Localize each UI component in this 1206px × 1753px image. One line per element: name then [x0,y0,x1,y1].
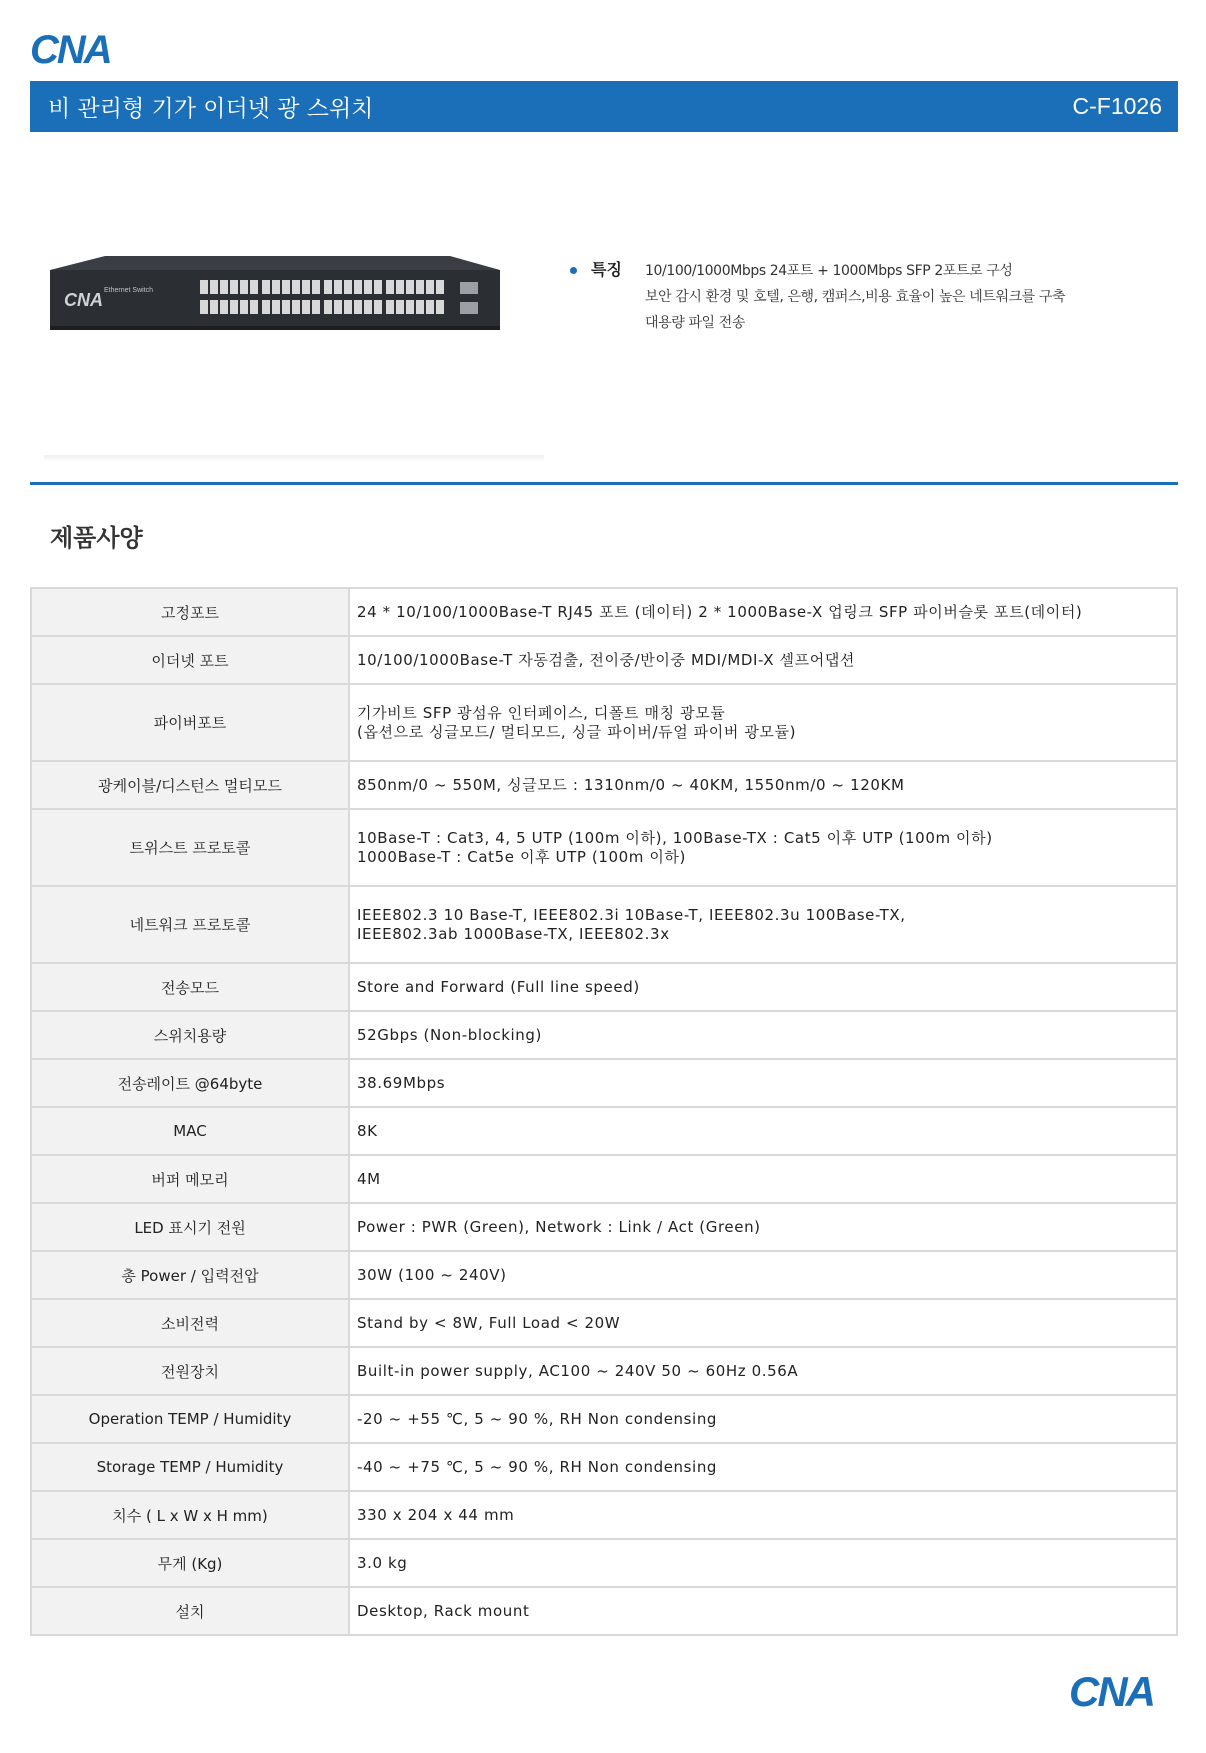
rj45-port [262,280,270,294]
spec-row [31,1395,1177,1443]
spec-value [349,1347,1177,1395]
rj45-port [324,300,332,314]
rj45-port [334,280,342,294]
rj45-port [354,300,362,314]
rj45-port [416,280,424,294]
rj45-port [426,280,434,294]
rj45-port [312,280,320,294]
spec-key: 네트워크 프로토콜 [31,886,349,963]
rj45-port [272,280,280,294]
rj45-port [386,280,394,294]
spec-value [349,1443,1177,1491]
rj45-port [312,300,320,314]
spec-value [349,1107,1177,1155]
spec-key: 고정포트 [31,588,349,636]
rj45-port [302,300,310,314]
spec-value [349,1587,1177,1635]
spec-value [349,886,1177,963]
rj45-port [364,280,372,294]
spec-value [349,1203,1177,1251]
title-bar [30,81,1178,132]
rj45-port [220,300,228,314]
spec-value-line: 10/100/1000Base-T 자동검출, 전이중/반이중 MDI/MDI-X 셀프어댑션 [357,650,855,669]
spec-key: 스위치용량 [31,1011,349,1059]
spec-value-line: 8K [357,1121,378,1140]
rj45-port [416,300,424,314]
spec-value-line: IEEE802.3ab 1000Base-TX, IEEE802.3x [357,924,670,943]
rj45-port [230,300,238,314]
brand-logo: CNA [30,28,111,72]
spec-key: 총 Power / 입력전압 [31,1251,349,1299]
rj45-port [240,300,248,314]
rj45-port [426,300,434,314]
spec-row [31,1107,1177,1155]
spec-value-line: (옵션으로 싱글모드/ 멀티모드, 싱글 파이버/듀얼 파이버 광모듈) [357,722,797,741]
rj45-port [292,280,300,294]
spec-key: LED 표시기 전원 [31,1203,349,1251]
image-baseline [44,455,544,461]
feature-item: 보안 감시 환경 및 호텔, 은행, 캠퍼스,비용 효율이 높은 네트워크를 구축 [645,289,1066,305]
spec-value-line: 10Base-T : Cat3, 4, 5 UTP (100m 이하), 100Base-TX : Cat5 이후 UTP (100m 이하) [357,828,993,847]
rj45-port [230,280,238,294]
spec-row [31,1251,1177,1299]
sfp-port-1 [460,282,478,294]
spec-value [349,684,1177,761]
spec-value-line: Stand by < 8W, Full Load < 20W [357,1313,621,1332]
spec-key: 전송레이트 @64byte [31,1059,349,1107]
spec-value-line: 30W (100 ~ 240V) [357,1265,507,1284]
spec-row [31,588,1177,636]
rj45-port [436,300,444,314]
spec-key: 소비전력 [31,1299,349,1347]
spec-value-line: -40 ~ +75 ℃, 5 ~ 90 %, RH Non condensing [357,1457,718,1476]
features-label: 특징 [591,260,622,279]
spec-value [349,1059,1177,1107]
rj45-port [406,300,414,314]
spec-value-line: 기가비트 SFP 광섬유 인터페이스, 디폴트 매칭 광모듈 [357,703,726,722]
rj45-port [344,300,352,314]
rj45-port [354,280,362,294]
spec-value [349,809,1177,886]
product-image [50,248,500,358]
rj45-port [334,300,342,314]
spec-value-line: IEEE802.3 10 Base-T, IEEE802.3i 10Base-T, IEEE802.3u 100Base-TX, [357,905,906,924]
spec-value [349,761,1177,809]
rj45-port [210,280,218,294]
product-image-logo: CNA [64,290,103,310]
spec-value [349,588,1177,636]
rj45-port [406,280,414,294]
feature-item: 10/100/1000Mbps 24포트 + 1000Mbps SFP 2포트로 구성 [645,263,1013,279]
features-block [570,258,1170,336]
spec-row [31,761,1177,809]
rj45-port [344,280,352,294]
rj45-port [374,280,382,294]
rj45-port [282,300,290,314]
spec-key: 이더넷 포트 [31,636,349,684]
rj45-port [386,300,394,314]
brand-logo-footer: CNA [1069,1668,1154,1715]
spec-row [31,1539,1177,1587]
spec-key: 전원장치 [31,1347,349,1395]
spec-value-line: 330 x 204 x 44 mm [357,1505,515,1524]
section-divider [30,482,1178,485]
spec-key: 트위스트 프로토콜 [31,809,349,886]
spec-value-line: Desktop, Rack mount [357,1601,530,1620]
spec-row [31,1347,1177,1395]
spec-row [31,1299,1177,1347]
spec-row [31,1155,1177,1203]
spec-value-line: Built-in power supply, AC100 ~ 240V 50 ~ 60Hz 0.56A [357,1361,799,1380]
spec-key: 전송모드 [31,963,349,1011]
spec-row [31,1491,1177,1539]
rj45-port [436,280,444,294]
rj45-port [250,280,258,294]
spec-value-line: Power : PWR (Green), Network : Link / Act (Green) [357,1217,761,1236]
spec-value [349,1299,1177,1347]
spec-key: 파이버포트 [31,684,349,761]
spec-row [31,963,1177,1011]
spec-row [31,886,1177,963]
rj45-port [200,280,208,294]
spec-row [31,1059,1177,1107]
product-image-label: Ethernet Switch [104,287,154,294]
rj45-port [220,280,228,294]
rj45-port [272,300,280,314]
rj45-port [324,280,332,294]
spec-value [349,1251,1177,1299]
rj45-port [364,300,372,314]
rj45-port [374,300,382,314]
rj45-port [292,300,300,314]
feature-bullet-icon [570,267,577,274]
rj45-port [396,300,404,314]
spec-key: MAC [31,1107,349,1155]
spec-value [349,1155,1177,1203]
spec-table [30,587,1178,1636]
rj45-port [396,280,404,294]
spec-row [31,1443,1177,1491]
spec-key: 광케이블/디스턴스 멀티모드 [31,761,349,809]
product-model: C-F1026 [1072,93,1162,119]
spec-value-line: 4M [357,1169,381,1188]
spec-value [349,1395,1177,1443]
rj45-port [200,300,208,314]
spec-value [349,636,1177,684]
feature-item: 대용량 파일 전송 [645,315,745,331]
spec-value-line: 24 * 10/100/1000Base-T RJ45 포트 (데이터) 2 * 1000Base-X 업링크 SFP 파이버슬롯 포트(데이터) [357,602,1083,621]
spec-value-line: 850nm/0 ~ 550M, 싱글모드 : 1310nm/0 ~ 40KM, 1550nm/0 ~ 120KM [357,775,905,794]
spec-value-line: Store and Forward (Full line speed) [357,977,640,996]
product-title: 비 관리형 기가 이더넷 광 스위치 [48,96,374,122]
spec-row [31,1203,1177,1251]
spec-value [349,1011,1177,1059]
spec-value-line: -20 ~ +55 ℃, 5 ~ 90 %, RH Non condensing [357,1409,718,1428]
rj45-port [302,280,310,294]
spec-row [31,809,1177,886]
spec-value-line: 3.0 kg [357,1553,408,1572]
section-title: 제품사양 [50,524,143,552]
spec-key: 설치 [31,1587,349,1635]
rj45-port [210,300,218,314]
spec-value [349,963,1177,1011]
features-list [645,258,1065,336]
spec-row [31,684,1177,761]
spec-row [31,1011,1177,1059]
spec-value-line: 52Gbps (Non-blocking) [357,1025,542,1044]
spec-key: Storage TEMP / Humidity [31,1443,349,1491]
spec-value-line: 1000Base-T : Cat5e 이후 UTP (100m 이하) [357,847,686,866]
spec-value [349,1491,1177,1539]
sfp-port-2 [460,302,478,314]
spec-key: 치수 ( L x W x H mm) [31,1491,349,1539]
spec-key: Operation TEMP / Humidity [31,1395,349,1443]
rj45-port [240,280,248,294]
rj45-port [282,280,290,294]
spec-key: 버퍼 메모리 [31,1155,349,1203]
spec-row [31,636,1177,684]
rj45-port [262,300,270,314]
rj45-port [250,300,258,314]
spec-row [31,1587,1177,1635]
spec-key: 무게 (Kg) [31,1539,349,1587]
spec-value-line: 38.69Mbps [357,1073,446,1092]
spec-value [349,1539,1177,1587]
